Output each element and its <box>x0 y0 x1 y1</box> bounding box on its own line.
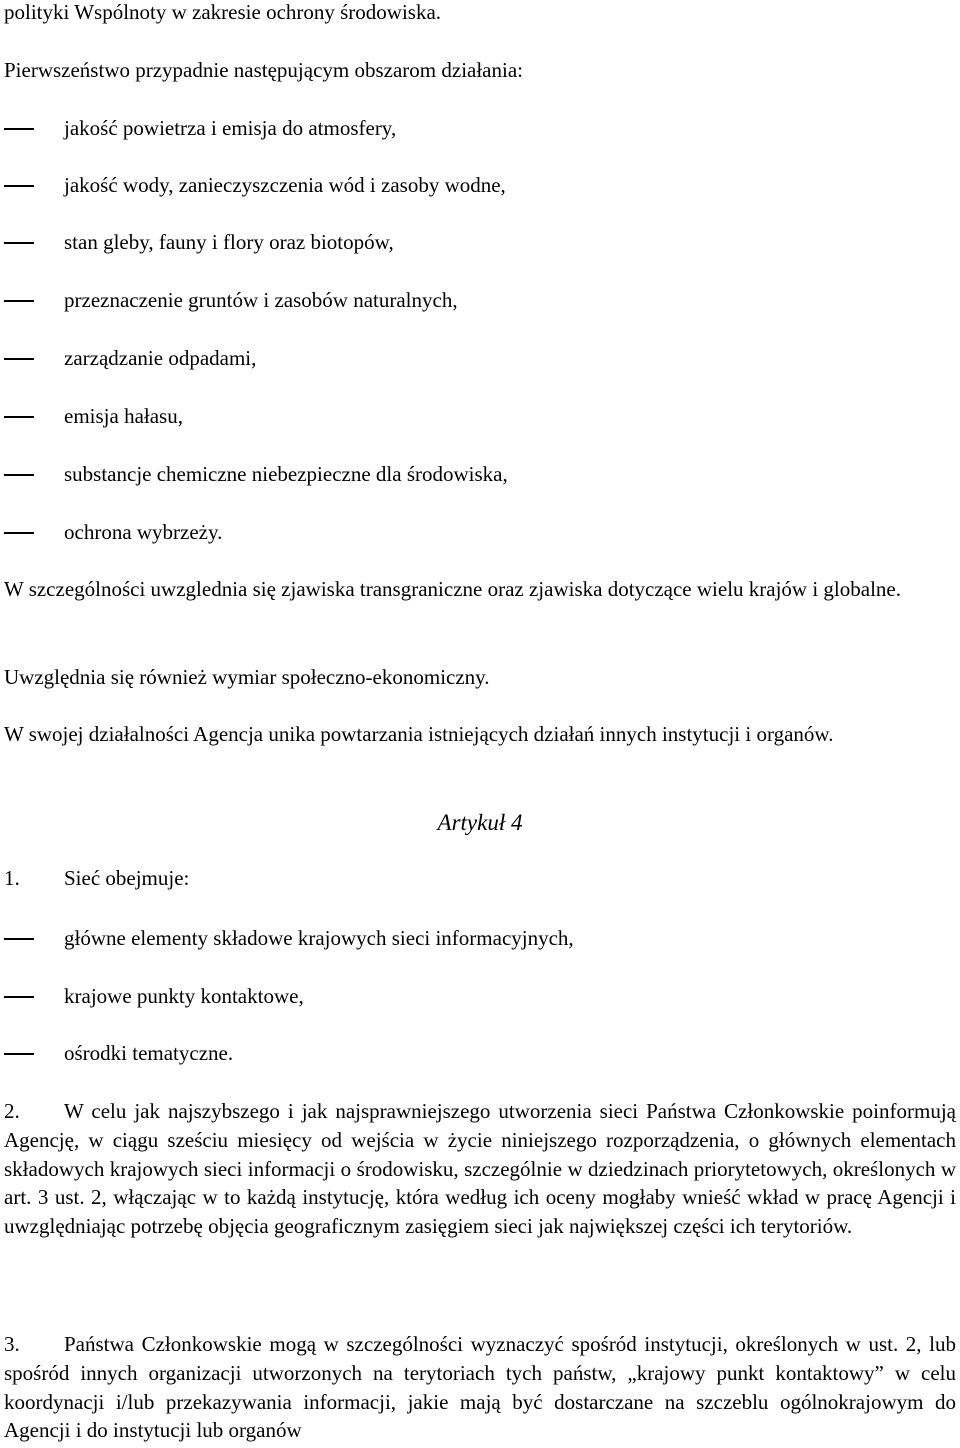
intro-paragraph: Pierwszeństwo przypadnie następującym obszarom działania: <box>4 58 523 82</box>
dash-bullet <box>4 996 34 998</box>
dash-bullet <box>4 532 34 534</box>
dash-bullet <box>4 358 34 360</box>
dash-bullet <box>4 300 34 302</box>
numbered-paragraph-3 <box>4 1330 956 1445</box>
dash-bullet <box>4 938 34 940</box>
dash-bullet <box>4 416 34 418</box>
dash-bullet <box>4 242 34 244</box>
list-item-text: zarządzanie odpadami, <box>64 346 257 370</box>
paragraph-text: Państwa Członkowskie mogą w szczególności wyznaczyć spośród instytucji, określonych w ust. 2, lub spośród innych organizacji utworzonych na terytoriach tych państw, „krajowy punkt kontaktowy” w celu koordynacji i/lub przekazywania informacji, jakie mają być dostarczane na szczeblu ogólnokrajowym do Agencji i do instytucji lub organów <box>4 1332 956 1443</box>
list-item-text: emisja hałasu, <box>64 404 183 428</box>
list-item-text: główne elementy składowe krajowych sieci informacyjnych, <box>64 926 574 950</box>
dash-bullet <box>4 1053 34 1055</box>
paragraph-text: Sieć obejmuje: <box>64 866 190 890</box>
paragraph-text: W celu jak najszybszego i jak najsprawniejszego utworzenia sieci Państwa Członkowskie poinformują Agencję, w ciągu sześciu miesięcy od wejścia w życie niniejszego rozporządzenia, o głównych elementach składowych krajowych sieci informacji o środowisku, szczególnie w dziedzinach priorytetowych, określonych w art. 3 ust. 2, włączając w to każdą instytucję, która według ich oceny mogłaby wnieść wkład w pracę Agencji i uwzględniając potrzebę objęcia geograficznym zasięgiem sieci jak największej części ich terytoriów. <box>4 1099 956 1239</box>
paragraph-number: 1. <box>4 866 20 890</box>
paragraph-number: 3. <box>4 1332 20 1356</box>
list-item-text: przeznaczenie gruntów i zasobów naturalnych, <box>64 288 458 312</box>
numbered-paragraph-1 <box>4 864 956 892</box>
numbered-paragraph-2 <box>4 1097 956 1241</box>
list-item-text: ochrona wybrzeży. <box>64 520 223 544</box>
paragraph-agency: W swojej działalności Agencja unika powtarzania istniejących działań innych instytucji i organów. <box>4 722 834 746</box>
dash-bullet <box>4 128 34 130</box>
dash-bullet <box>4 185 34 187</box>
article-heading: Artykuł 4 <box>437 810 523 835</box>
list-item-text: substancje chemiczne niebezpieczne dla środowiska, <box>64 462 508 486</box>
paragraph-transboundary: W szczególności uwzglednia się zjawiska transgraniczne oraz zjawiska dotyczące wielu krajów i globalne. <box>4 577 901 601</box>
list-item-text: ośrodki tematyczne. <box>64 1041 234 1065</box>
paragraph-socio-economic: Uwzględnia się również wymiar społeczno-ekonomiczny. <box>4 665 490 689</box>
paragraph-number: 2. <box>4 1099 20 1123</box>
list-item-text: jakość wody, zanieczyszczenia wód i zasoby wodne, <box>64 173 506 197</box>
text-line-policy: polityki Wspólnoty w zakresie ochrony środowiska. <box>4 0 442 24</box>
list-item-text: jakość powietrza i emisja do atmosfery, <box>64 116 397 140</box>
list-item-text: stan gleby, fauny i flory oraz biotopów, <box>64 230 394 254</box>
dash-bullet <box>4 474 34 476</box>
list-item-text: krajowe punkty kontaktowe, <box>64 984 304 1008</box>
